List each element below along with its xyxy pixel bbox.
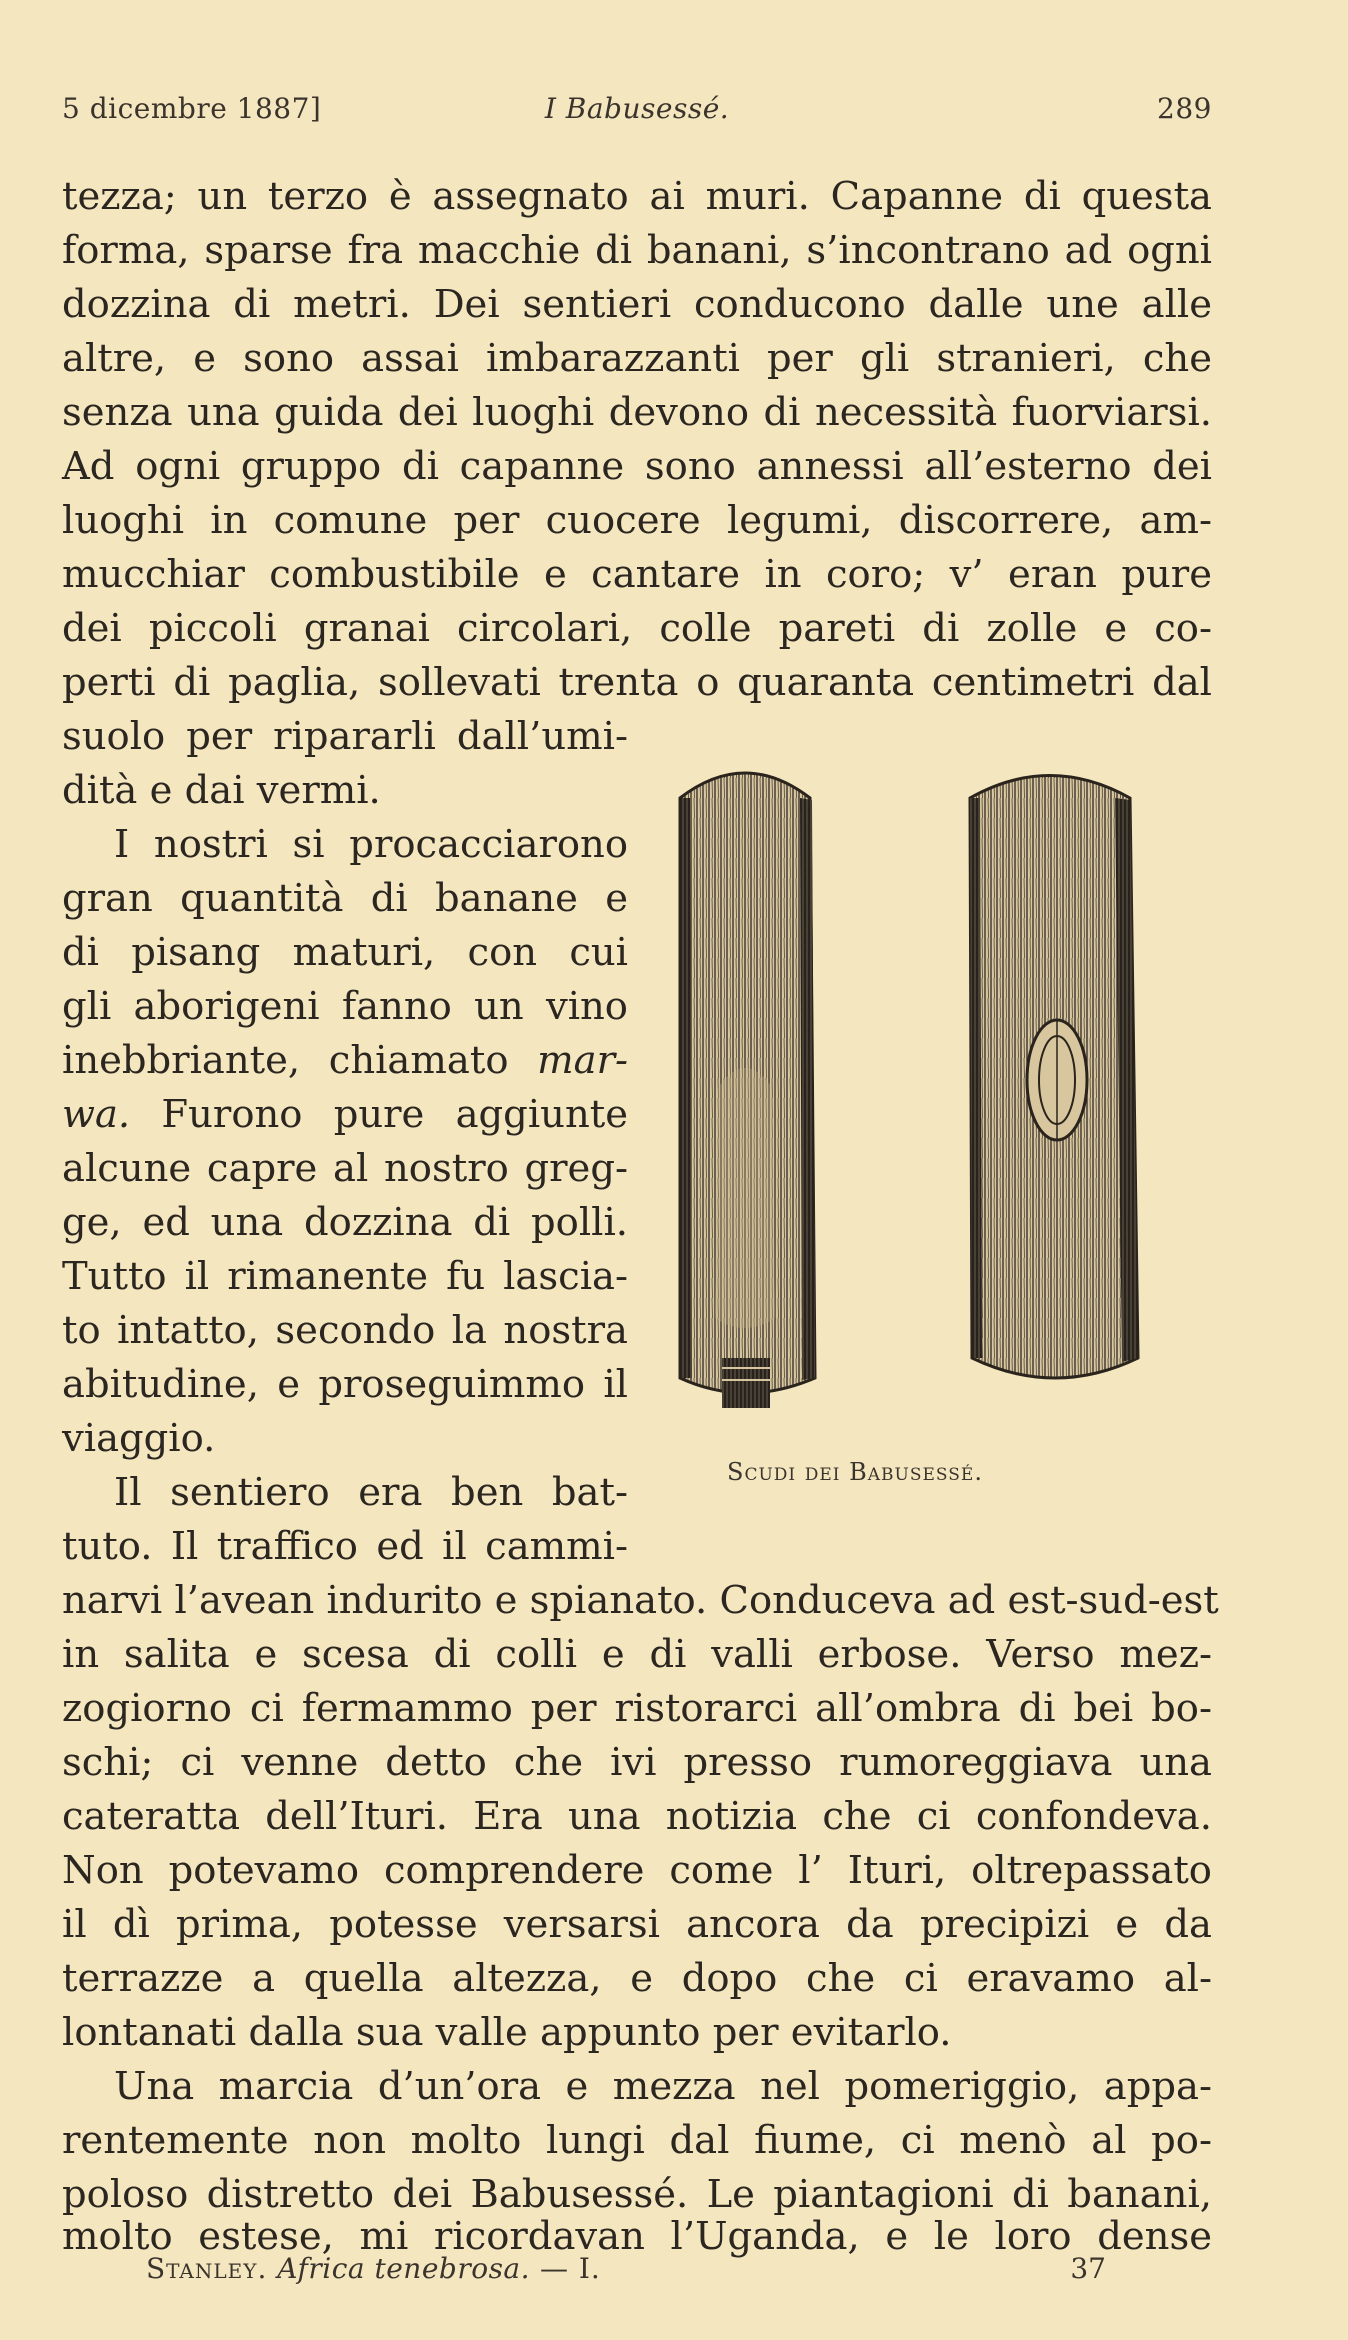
text-segment: Furono pure aggiunte (161, 1092, 628, 1137)
text-line: Una marcia d’un’ora e mezza nel pomeriggio, appa- (114, 2064, 1212, 2109)
shields-illustration (660, 758, 1220, 1428)
footer-signature: 37 (1070, 2252, 1106, 2285)
left-shield (680, 773, 815, 1408)
text-line: perti di paglia, sollevati trenta o quaranta centimetri dal (62, 660, 1212, 705)
text-line: altre, e sono assai imbarazzanti per gli stranieri, che (62, 336, 1212, 381)
text-line: alcune capre al nostro greg- (62, 1146, 628, 1191)
text-line: suolo per ripararli dall’umi- (62, 714, 628, 759)
footer-work: Africa tenebrosa. (277, 2252, 531, 2285)
text-line: gli aborigeni fanno un vino (62, 984, 628, 1029)
text-line (62, 1088, 628, 1142)
text-line: Tutto il rimanente fu lascia- (62, 1254, 628, 1299)
text-line: gran quantità di banane e (62, 876, 628, 921)
text-line: Il sentiero era ben bat- (114, 1470, 628, 1515)
text-line: cateratta dell’Ituri. Era una notizia che ci confondeva. (62, 1794, 1212, 1839)
text-segment-italic: mar- (537, 1038, 628, 1083)
text-line: Non potevamo comprendere come l’ Ituri, oltrepassato (62, 1848, 1212, 1893)
text-line (62, 1034, 628, 1088)
text-line: rentemente non molto lungi dal fiume, ci menò al po- (62, 2118, 1212, 2163)
text-line: senza una guida dei luoghi devono di necessità fuorviarsi. (62, 390, 1212, 435)
text-line: Ad ogni gruppo di capanne sono annessi all’esterno dei (62, 444, 1212, 489)
text-line: dozzina di metri. Dei sentieri conducono dalle une alle (62, 282, 1212, 327)
text-line: terrazze a quella altezza, e dopo che ci eravamo al- (62, 1956, 1212, 2001)
text-line: il dì prima, potesse versarsi ancora da precipizi e da (62, 1902, 1212, 1947)
text-line: ge, ed una dozzina di polli. (62, 1200, 628, 1245)
text-line: schi; ci venne detto che ivi presso rumoreggiava una (62, 1740, 1212, 1785)
text-line: poloso distretto dei Babusessé. Le piantagioni di banani, (62, 2172, 1212, 2217)
text-line: di pisang maturi, con cui (62, 930, 628, 975)
text-line: mucchiar combustibile e cantare in coro; v’ eran pure (62, 552, 1212, 597)
header-page-number: 289 (1157, 92, 1212, 125)
text-line: tezza; un terzo è assegnato ai muri. Capanne di questa (62, 174, 1212, 219)
text-line: tuto. Il traffico ed il cammi- (62, 1524, 628, 1569)
text-line: I nostri si procacciarono (114, 822, 628, 867)
header-title: I Babusessé. (544, 92, 730, 125)
text-segment: inebbriante, chiamato (62, 1038, 509, 1083)
text-line: narvi l’avean indurito e spianato. Conduceva ad est-sud-est (62, 1578, 1219, 1623)
running-header (62, 92, 1212, 138)
text-line: to intatto, secondo la nostra (62, 1308, 628, 1353)
text-line: dei piccoli granai circolari, colle pareti di zolle e co- (62, 606, 1212, 651)
text-line: abitudine, e proseguimmo il (62, 1362, 628, 1407)
text-line: molto estese, mi ricordavan l’Uganda, e le loro dense (62, 2214, 1212, 2259)
text-line: luoghi in comune per cuocere legumi, discorrere, am- (62, 498, 1212, 543)
text-line: in salita e scesa di colli e di valli erbose. Verso mez- (62, 1632, 1212, 1677)
header-date: 5 dicembre 1887] (62, 92, 322, 125)
right-shield (970, 776, 1138, 1379)
text-line: zogiorno ci fermammo per ristorarci all’ombra di bei bo- (62, 1686, 1212, 1731)
text-line: forma, sparse fra macchie di banani, s’incontrano ad ogni (62, 228, 1212, 273)
footer-citation (146, 2252, 601, 2285)
text-line: dità e dai vermi. (62, 768, 381, 813)
text-segment-italic: wa. (62, 1092, 131, 1137)
page-footer (146, 2252, 1106, 2292)
footer-author: Stanley. (146, 2252, 268, 2285)
text-line: viaggio. (62, 1416, 216, 1461)
text-line: lontanati dalla sua valle appunto per evitarlo. (62, 2010, 952, 2055)
footer-volume: — I. (539, 2252, 601, 2285)
figure-caption: Scudi dei Babusessé. (727, 1458, 983, 1486)
